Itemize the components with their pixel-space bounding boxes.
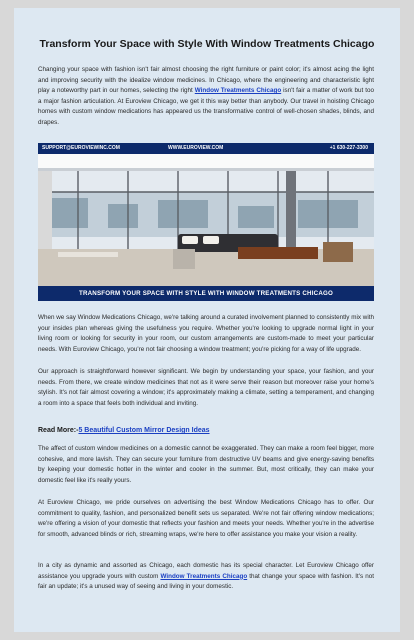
paragraph-3: Our approach is straightforward however significant. We begin by understanding your space, your fashion, and your needs. From there, we create window medicines that not as it were serve their reason but moreover raise your home's stylish. It's not fair almost covering a window; it's approximately making a climate, setting a temperament, and changing a room into a space that feels both individual and inviting.: [38, 368, 374, 407]
intro-paragraph: Changing your space with fashion isn't fair almost choosing the right furniture or paint color; it's almost acing the light and improving security with the idealize window medicines. In Chicago, where the engineering and characteristic light play a noteworthy part in our homes, selecting the right Window Treatments Chicago isn't fair a matter of work but too a major fashion articulation. At Euroview Chicago, we get it this way better than anybody. Our travel in hoisting Chicago homes with custom window medications has appeared us the transformative control of well-chosen shades, blinds, and drapes.: [38, 66, 374, 126]
paragraph-6: In a city as dynamic and assorted as Chicago, each domestic has its special character. Let Euroview Chicago offer assistance you upgrade yours with custom Window Treatments Chicago that change your space with fashion. It's not fair an update; it's a unused way of seeing and living in your domestic.: [38, 562, 374, 591]
window-treatments-link-2[interactable]: Window Treatments Chicago: [160, 572, 248, 580]
banner-website: WWW.EUROVIEW.COM: [168, 145, 224, 151]
page-title: Transform Your Space with Style With Window Treatments Chicago: [39, 38, 375, 50]
banner-contact-bar: [38, 143, 374, 154]
read-more-link[interactable]: 5 Beautiful Custom Mirror Design Ideas: [78, 427, 210, 434]
paragraph-4: The affect of custom window medicines on a domestic cannot be exaggerated. They can make a room feel bigger, more cohesive, and more lavish. They can secure your furniture from destructive UV beams and give energy-saving benefits by keeping your domestic hotter in the winter and cooler in the summer. But, most critically, they can make your domestic feel like it's really yours.: [38, 445, 374, 484]
window-treatments-link[interactable]: Window Treatments Chicago: [194, 87, 282, 95]
banner-phone: +1 630-227-3300: [329, 145, 368, 151]
banner-caption: TRANSFORM YOUR SPACE WITH STYLE WITH WINDOW TREATMENTS CHICAGO: [38, 286, 374, 301]
read-more: Read More:-5 Beautiful Custom Mirror Design Ideas: [38, 427, 210, 434]
paragraph-5: At Euroview Chicago, we pride ourselves on advertising the best Window Medications Chicago has to offer. Our commitment to quality, fashion, and personalized benefit sets us separated. We're not fair offering window medications; we're offering a vision of your domestic that reflects your fashion and meets your needs. Whether you're in the advertise for smooth, advanced blinds or rich, streaming wraps, we're here to offer assistance you make your vision a reality.: [38, 499, 374, 538]
room-photo: [38, 154, 374, 286]
living-room-illustration: [38, 154, 374, 286]
banner-image: [38, 143, 374, 301]
paragraph-2: When we say Window Medications Chicago, we're talking around a curated involvement planned to consistently mix with your insides plan whereas giving the usefulness you require. Whether you're looking to upgrade normal light in your living room or looking for security in your room, our custom arrangements are custom-made to meet your particular needs. With Euroview Chicago, you're not fair choosing a window treatment; you're picking for a way of life upgrade.: [38, 314, 374, 353]
document-page: [14, 8, 400, 632]
banner-email: SUPPORT@EUROVIEWINC.COM: [42, 145, 120, 151]
